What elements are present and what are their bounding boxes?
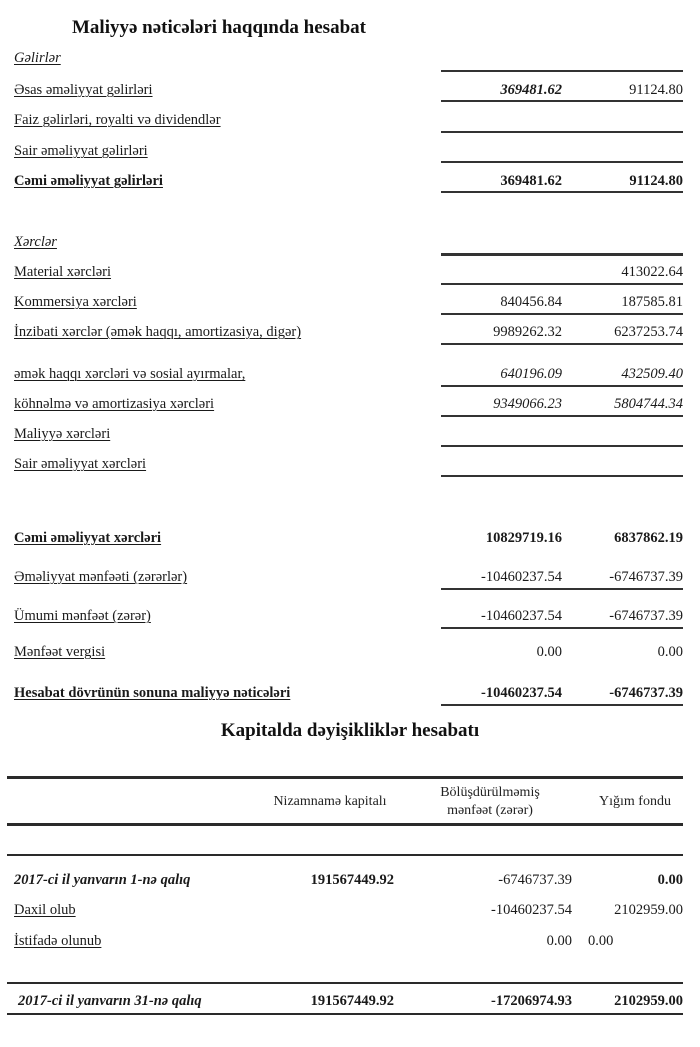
value-main-income-current: 369481.62 xyxy=(500,82,562,98)
row-label-total-income: Cəmi əməliyyat gəlirləri xyxy=(14,173,163,189)
value-closing-capital: 191567449.92 xyxy=(310,993,394,1009)
income-statement-title: Maliyyə nəticələri haqqında hesabat xyxy=(72,17,366,38)
column-header-accumulation-fund: Yığım fondu xyxy=(599,794,671,809)
row-label-interest-income: Faiz gəlirləri, royalti və dividendlər xyxy=(14,112,221,128)
row-label-received: Daxil olub xyxy=(14,902,76,918)
value-opening-fund: 0.00 xyxy=(657,872,683,888)
expense-section-heading: Xərclər xyxy=(14,234,57,250)
value-opening-retained: -6746737.39 xyxy=(498,872,572,888)
row-label-admin-expenses: İnzibati xərclər (əmək haqqı, amortizasiya, digər) xyxy=(14,324,302,340)
value-received-fund: 2102959.00 xyxy=(614,902,683,918)
row-label-gross-profit: Ümumi mənfəət (zərər) xyxy=(14,608,151,624)
table-rule xyxy=(441,313,683,315)
table-rule xyxy=(441,161,683,163)
row-label-closing-balance: 2017-ci il yanvarın 31-nə qalıq xyxy=(18,993,202,1009)
row-label-income-tax: Mənfəət vergisi xyxy=(14,644,106,660)
value-opening-capital: 191567449.92 xyxy=(310,872,394,888)
table-rule xyxy=(441,475,683,477)
table-rule xyxy=(441,343,683,345)
row-label-other-income: Sair əməliyyat gəlirləri xyxy=(14,143,148,159)
table-rule xyxy=(441,588,683,590)
table-rule xyxy=(441,385,683,387)
value-income-tax-prior: 0.00 xyxy=(657,644,683,660)
table-header-rule xyxy=(7,823,683,826)
table-rule xyxy=(441,445,683,447)
row-label-financial-expenses: Maliyyə xərcləri xyxy=(14,426,111,442)
row-label-material-expenses: Material xərcləri xyxy=(14,264,112,280)
income-section-heading: Gəlirlər xyxy=(14,50,61,66)
value-closing-fund: 2102959.00 xyxy=(614,993,683,1009)
table-rule xyxy=(441,191,683,193)
table-bottom-rule xyxy=(7,1013,683,1015)
value-main-income-prior: 91124.80 xyxy=(629,82,683,98)
row-label-opening-balance: 2017-ci il yanvarın 1-nə qalıq xyxy=(14,872,191,888)
table-top-rule xyxy=(7,776,683,779)
value-wages-social-current: 640196.09 xyxy=(500,366,562,382)
value-total-income-prior: 91124.80 xyxy=(629,173,683,189)
value-total-expenses-prior: 6837862.19 xyxy=(614,530,683,546)
row-label-other-expenses: Sair əməliyyat xərcləri xyxy=(14,456,147,472)
table-rule xyxy=(7,854,683,856)
value-admin-expenses-prior: 6237253.74 xyxy=(614,324,683,340)
value-period-result-current: -10460237.54 xyxy=(481,685,562,701)
value-gross-profit-prior: -6746737.39 xyxy=(609,608,683,624)
value-depreciation-prior: 5804744.34 xyxy=(614,396,683,412)
value-depreciation-current: 9349066.23 xyxy=(493,396,562,412)
value-commercial-expenses-current: 840456.84 xyxy=(500,294,562,310)
value-gross-profit-current: -10460237.54 xyxy=(481,608,562,624)
table-rule xyxy=(441,131,683,133)
value-used-fund: 0.00 xyxy=(588,933,614,949)
column-header-retained-earnings-line2: mənfəət (zərər) xyxy=(447,803,533,818)
value-used-retained: 0.00 xyxy=(546,933,572,949)
row-label-depreciation: köhnəlmə və amortizasiya xərcləri xyxy=(14,396,215,412)
column-header-retained-earnings-line1: Bölüşdürülməmiş xyxy=(440,785,540,800)
row-label-period-result: Hesabat dövrünün sonuna maliyyə nəticələri xyxy=(14,685,291,701)
equity-statement-title: Kapitalda dəyişikliklər hesabatı xyxy=(220,720,480,741)
table-rule xyxy=(441,283,683,285)
value-material-expenses-prior: 413022.64 xyxy=(621,264,683,280)
value-wages-social-prior: 432509.40 xyxy=(621,366,683,382)
value-closing-retained: -17206974.93 xyxy=(491,993,572,1009)
table-rule xyxy=(441,70,683,72)
value-commercial-expenses-prior: 187585.81 xyxy=(621,294,683,310)
row-label-main-income: Əsas əməliyyat gəlirləri xyxy=(14,82,153,98)
row-label-wages-social: əmək haqqı xərcləri və sosial ayırmalar, xyxy=(14,366,246,382)
row-label-commercial-expenses: Kommersiya xərcləri xyxy=(14,294,137,310)
table-rule xyxy=(441,100,683,102)
row-label-operating-profit: Əməliyyat mənfəəti (zərərlər) xyxy=(14,569,188,585)
value-received-retained: -10460237.54 xyxy=(491,902,572,918)
value-operating-profit-current: -10460237.54 xyxy=(481,569,562,585)
table-rule xyxy=(7,982,683,984)
table-rule xyxy=(441,253,683,256)
column-header-charter-capital: Nizamnamə kapitalı xyxy=(273,794,387,809)
value-total-income-current: 369481.62 xyxy=(500,173,562,189)
value-income-tax-current: 0.00 xyxy=(536,644,562,660)
row-label-used: İstifadə olunub xyxy=(14,933,102,949)
table-rule xyxy=(441,627,683,629)
row-label-total-expenses: Cəmi əməliyyat xərcləri xyxy=(14,530,162,546)
table-rule xyxy=(441,415,683,417)
table-rule xyxy=(441,704,683,706)
value-total-expenses-current: 10829719.16 xyxy=(485,530,562,546)
value-period-result-prior: -6746737.39 xyxy=(609,685,683,701)
value-admin-expenses-current: 9989262.32 xyxy=(493,324,562,340)
value-operating-profit-prior: -6746737.39 xyxy=(609,569,683,585)
